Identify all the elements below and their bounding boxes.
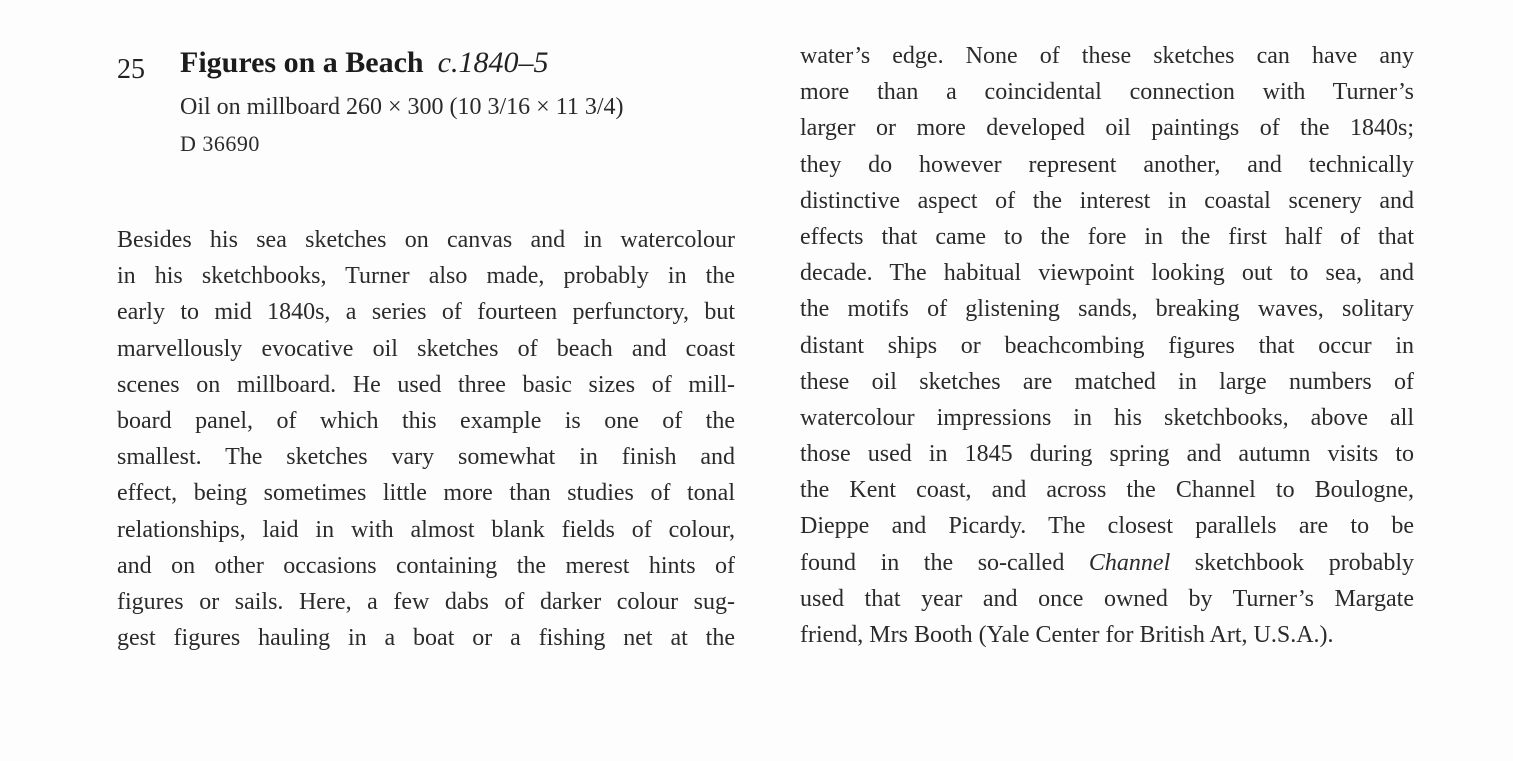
text-line: and on other occasions containing the merest hints of (117, 552, 735, 579)
text-line: decade. The habitual viewpoint looking out to sea, and (800, 260, 1414, 287)
left-body-text (117, 222, 735, 656)
text-line: larger or more developed oil paintings of the 1840s; (800, 115, 1414, 142)
entry-medium-dimensions: Oil on millboard 260 × 300 (10 3/16 × 11 3/4) (180, 94, 624, 120)
text-segment: found in the so-called (800, 549, 1089, 576)
text-line: smallest. The sketches vary somewhat in finish and (117, 444, 735, 471)
text-line: they do however represent another, and technically (800, 151, 1414, 178)
entry-title-line (180, 46, 548, 80)
text-line: distinctive aspect of the interest in coastal scenery and (800, 187, 1414, 214)
text-line: those used in 1845 during spring and autumn visits to (800, 441, 1414, 468)
text-line: early to mid 1840s, a series of fourteen perfunctory, but (117, 299, 735, 326)
text-line: more than a coincidental connection with Turner’s (800, 79, 1414, 106)
sketchbook-title: Channel (1088, 549, 1171, 576)
text-line: scenes on millboard. He used three basic sizes of mill- (117, 371, 735, 398)
entry-date: c.1840–5 (437, 46, 549, 79)
text-line: watercolour impressions in his sketchbooks, above all (800, 404, 1414, 431)
text-segment: sketchbook probably (1170, 549, 1415, 576)
text-line: used that year and once owned by Turner’s Margate (800, 585, 1414, 612)
entry-reference-number: D 36690 (180, 131, 260, 156)
entry-title: Figures on a Beach (180, 46, 424, 79)
text-line: effects that came to the fore in the first half of that (800, 223, 1414, 250)
text-line: Besides his sea sketches on canvas and in watercolour (117, 227, 735, 253)
entry-number: 25 (117, 54, 145, 85)
text-line: Dieppe and Picardy. The closest parallels are to be (800, 513, 1414, 540)
text-line: relationships, laid in with almost blank fields of colour, (117, 516, 735, 543)
text-line: the Kent coast, and across the Channel to Boulogne, (800, 477, 1414, 504)
text-line: the motifs of glistening sands, breaking waves, solitary (800, 296, 1414, 323)
left-column (117, 42, 735, 652)
text-line: distant ships or beachcombing figures that occur in (800, 332, 1414, 359)
text-line: effect, being sometimes little more than studies of tonal (117, 480, 735, 507)
text-line: board panel, of which this example is one of the (117, 407, 735, 434)
text-line: in his sketchbooks, Turner also made, probably in the (117, 263, 735, 290)
text-line: figures or sails. Here, a few dabs of darker colour sug- (117, 588, 735, 615)
text-line: water’s edge. None of these sketches can have any (800, 43, 1414, 69)
text-line: these oil sketches are matched in large numbers of (800, 368, 1414, 395)
text-line: friend, Mrs Booth (Yale Center for British Art, U.S.A.). (800, 622, 1334, 648)
text-line: marvellously evocative oil sketches of beach and coast (117, 335, 735, 362)
text-line: gest figures hauling in a boat or a fishing net at the (117, 625, 735, 652)
text-line-with-italic (800, 545, 1414, 581)
catalogue-entry-header (117, 42, 735, 162)
right-column (800, 38, 1414, 653)
